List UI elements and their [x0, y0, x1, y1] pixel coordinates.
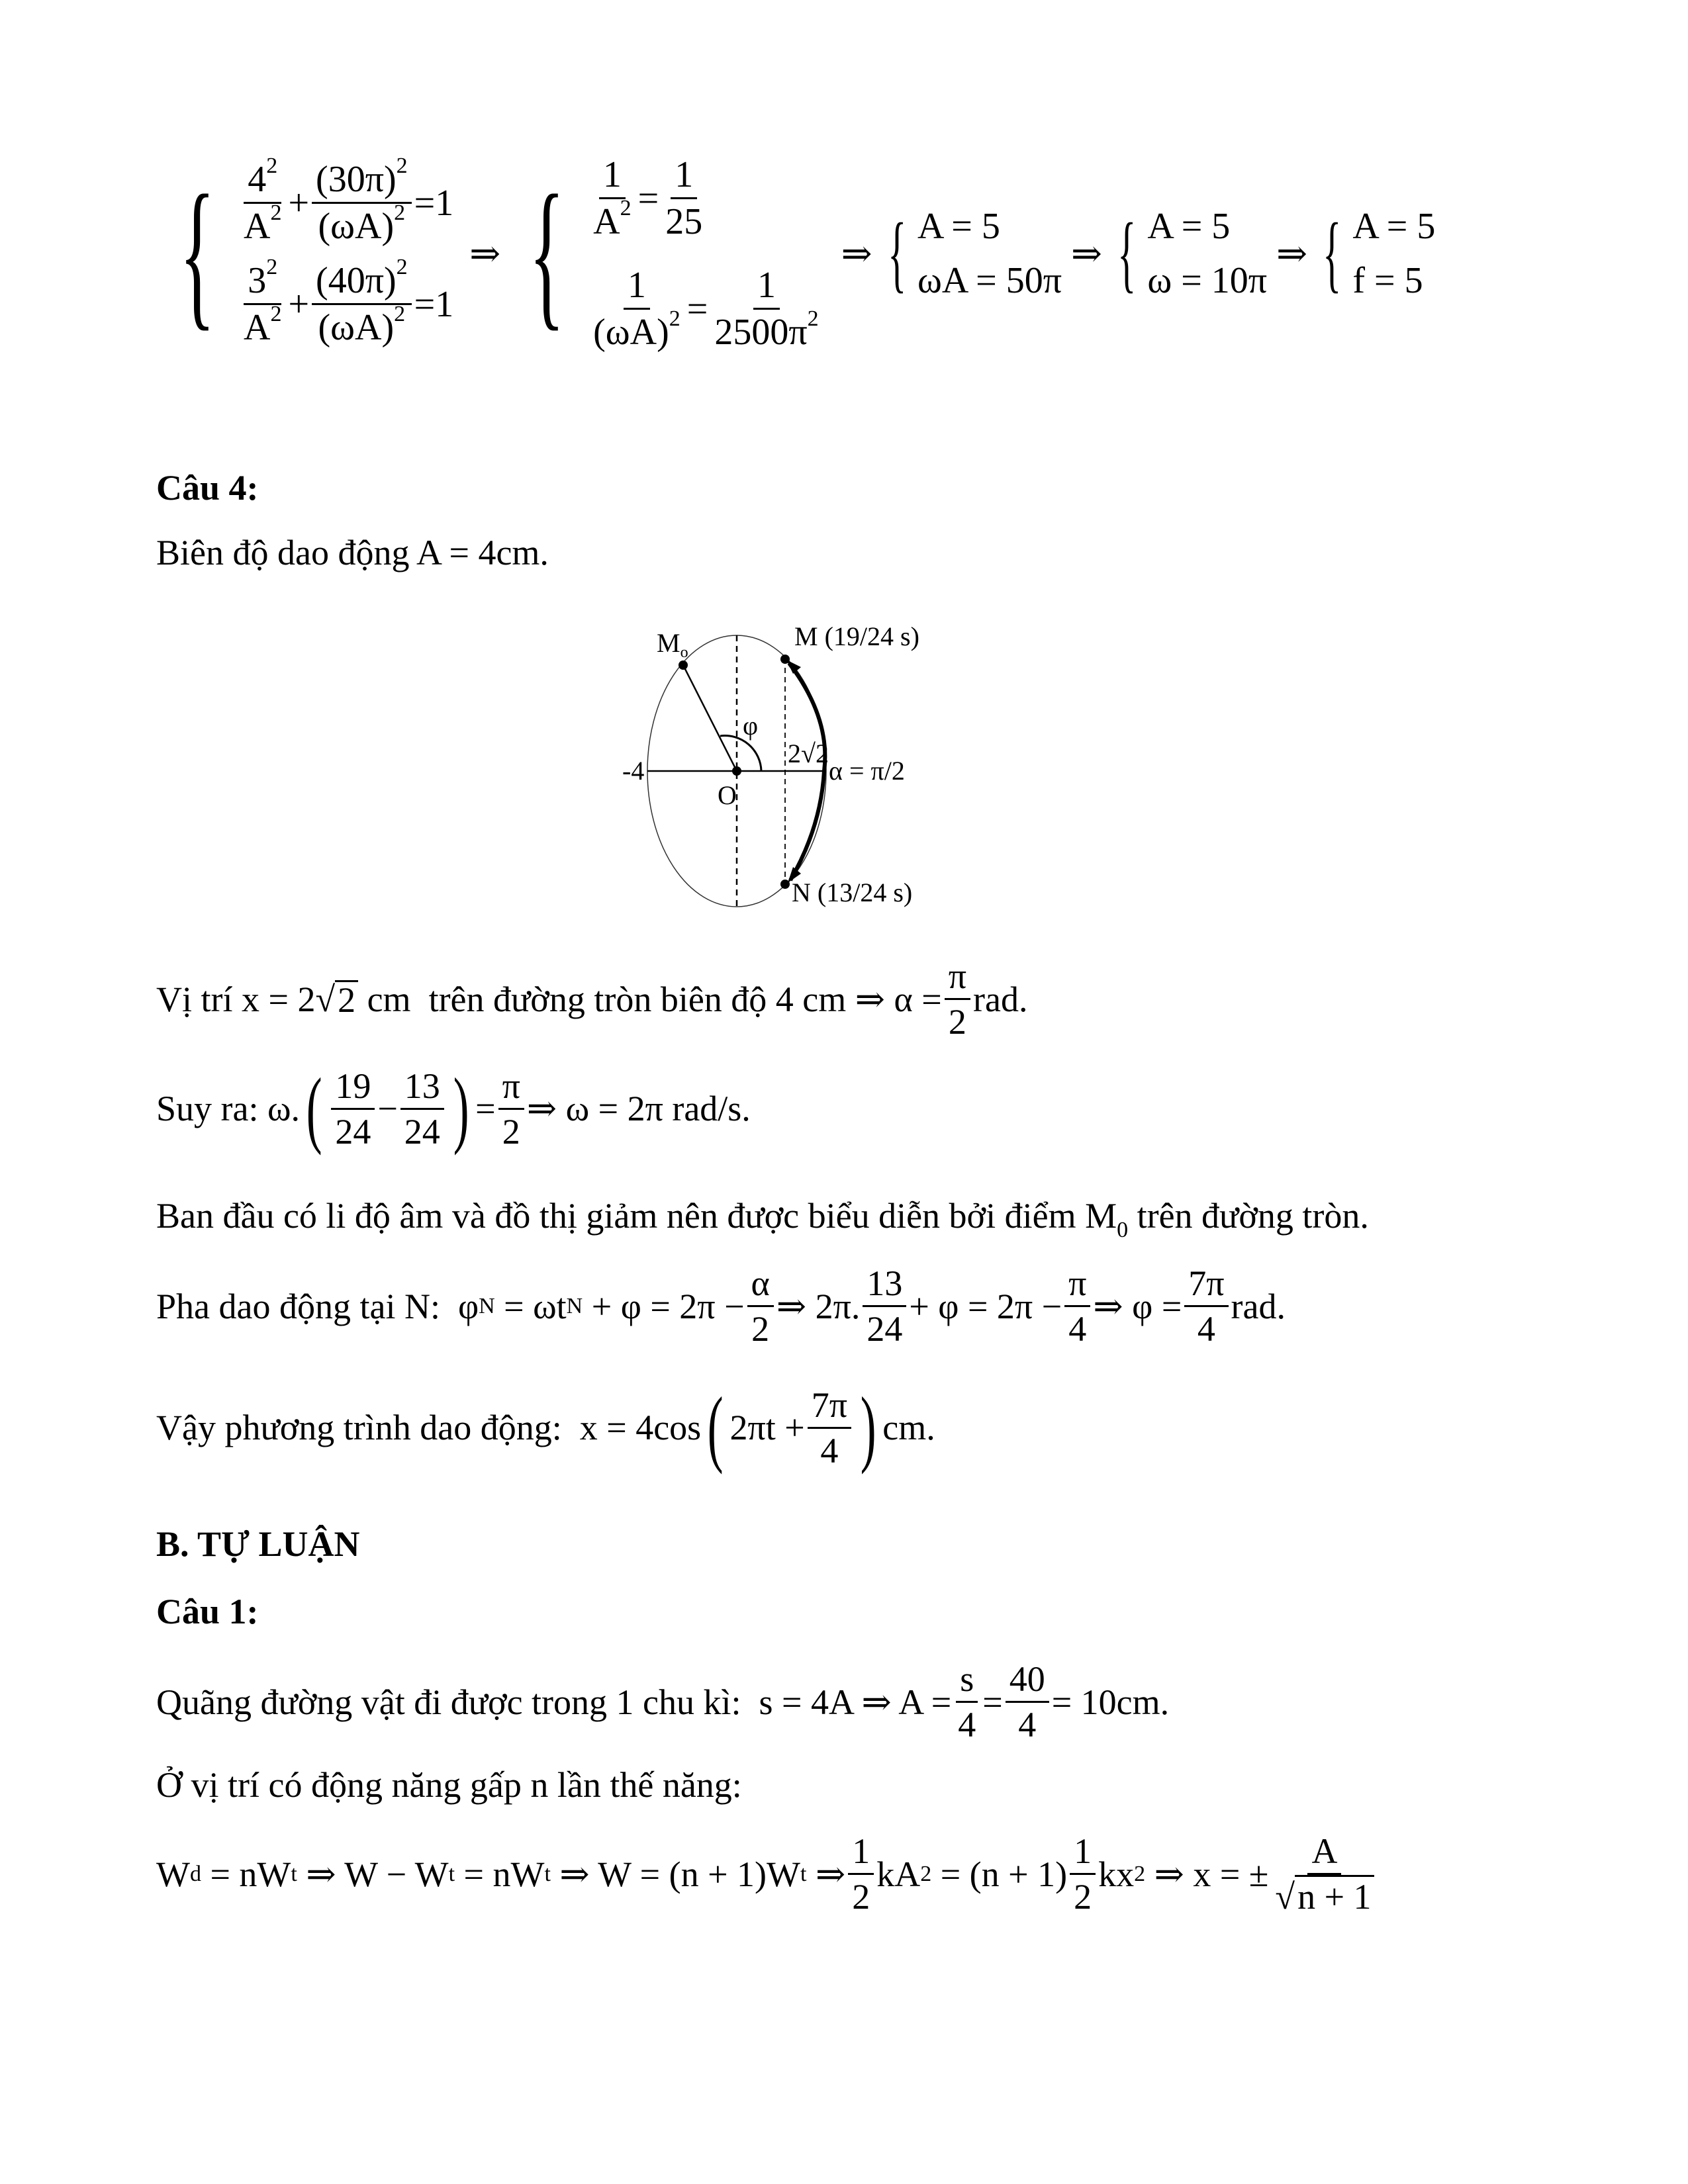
- text: ⇒ W = (n + 1)W: [550, 1854, 800, 1894]
- denominator: 2: [502, 1111, 520, 1152]
- system-step5: [1352, 205, 1435, 302]
- denominator: A: [593, 201, 620, 242]
- text: rad.: [973, 979, 1028, 1019]
- exponent: 2: [270, 201, 282, 225]
- exponent: 2: [266, 154, 278, 178]
- denominator: (ωA): [593, 312, 669, 353]
- label-m: M (19/24 s): [794, 621, 919, 651]
- numerator: 1: [848, 1833, 874, 1875]
- implies-arrow: ⇒: [841, 233, 872, 275]
- numerator: π: [945, 958, 970, 1000]
- step1-row2: [237, 255, 454, 348]
- exponent: 2: [807, 306, 819, 331]
- exponent: 2: [669, 306, 680, 331]
- text: ⇒ φ =: [1093, 1286, 1182, 1326]
- numerator: 3: [248, 260, 267, 301]
- equation-line: A = 5: [1352, 206, 1436, 247]
- text: Vậy phương trình dao động: x = 4cos: [156, 1408, 702, 1447]
- text: ⇒: [806, 1854, 846, 1894]
- numerator: (30π): [316, 159, 397, 200]
- equals-sign: =: [637, 177, 659, 219]
- text: rad.: [1231, 1286, 1286, 1326]
- numerator: 13: [863, 1265, 906, 1307]
- denominator: 25: [665, 201, 703, 242]
- equation-line: f = 5: [1352, 260, 1423, 301]
- numerator: 4: [248, 159, 267, 200]
- numerator: s: [956, 1661, 978, 1703]
- system-step2: [586, 156, 825, 351]
- equals-sign: =: [686, 288, 708, 330]
- point-origin: [732, 766, 741, 776]
- numerator: π: [1064, 1265, 1090, 1307]
- rhs: =1: [414, 182, 454, 224]
- system-step3: [917, 205, 1062, 302]
- energy-condition-text: Ở vị trí có động năng gấp n lần thế năng:: [156, 1765, 742, 1805]
- amplitude-text: Biên độ dao động A = 4cm.: [156, 533, 549, 572]
- equals-sign: =: [982, 1682, 1003, 1722]
- text: ⇒ W − W: [297, 1854, 449, 1894]
- denominator: 24: [335, 1111, 371, 1152]
- denominator: (ωA): [318, 307, 395, 348]
- text: = ωt: [494, 1286, 567, 1326]
- text: Suy ra: ω.: [156, 1089, 301, 1128]
- step2-row1: [586, 156, 825, 240]
- denominator: A: [244, 307, 271, 348]
- text: + φ = 2π −: [583, 1286, 745, 1326]
- label-m0: $M_o$: [657, 628, 688, 661]
- phi-arc: [720, 736, 761, 771]
- system-step4: [1147, 205, 1267, 302]
- system-step1: [237, 154, 454, 348]
- equation-of-motion: Vậy phương trình dao động: x = 4cos ( 2πt + $\frac{7\pi}{4}$ ) cm.: [156, 1380, 935, 1475]
- denominator: 2: [751, 1309, 770, 1349]
- equation-system: [158, 156, 1435, 351]
- text: = 10cm.: [1051, 1682, 1170, 1722]
- exponent: 2: [620, 196, 632, 220]
- text: Ban đầu có li độ âm và đồ thị giảm nên được biểu diễn bởi điểm M: [156, 1196, 1117, 1236]
- plus-sign: +: [288, 182, 310, 224]
- subscript: 0: [1117, 1218, 1129, 1242]
- denominator: 24: [404, 1111, 440, 1152]
- step2-row2: [586, 267, 825, 351]
- omega-line: Suy ra: ω. ( $\frac{19}{24}$ − $\frac{13}{24}$ ) = $\frac{\pi}{2}$ ⇒ ω = 2π rad/s.: [156, 1061, 751, 1156]
- implies-arrow: ⇒: [469, 233, 501, 275]
- numerator: 1: [624, 267, 650, 310]
- label-origin: O: [718, 780, 737, 810]
- point-n: [780, 880, 790, 889]
- numerator: 7π: [1184, 1265, 1228, 1307]
- numerator: 1: [671, 156, 697, 199]
- radius-om0: [683, 665, 737, 771]
- point-m: [780, 655, 790, 664]
- denominator: (ωA): [318, 206, 395, 247]
- sqrt-content: n + 1: [1295, 1875, 1374, 1917]
- text: = (n + 1): [931, 1854, 1068, 1894]
- left-brace: {: [529, 161, 565, 345]
- left-brace: {: [1323, 206, 1342, 301]
- numerator: 1: [1070, 1833, 1096, 1875]
- plus-sign: +: [288, 283, 310, 325]
- denominator: 4: [1068, 1309, 1087, 1349]
- denominator: 2: [852, 1877, 870, 1917]
- label-phi: φ: [743, 711, 759, 741]
- cau1-heading: Câu 1:: [156, 1592, 259, 1631]
- numerator: 13: [400, 1068, 444, 1110]
- text: cm.: [882, 1408, 935, 1447]
- text: = nW: [201, 1854, 291, 1894]
- numerator: 19: [331, 1068, 375, 1110]
- implies-arrow: ⇒: [1071, 233, 1102, 275]
- rhs: =1: [414, 283, 454, 325]
- equation-line: ωA = 50π: [917, 260, 1062, 301]
- position-line: Vị trí x = 2 √ 2 cm trên đường tròn biên độ 4 cm ⇒ α = $\frac{\pi}{2}$ rad.: [156, 956, 1028, 1042]
- denominator: 4: [1197, 1309, 1215, 1349]
- left-brace: {: [179, 161, 215, 345]
- numerator: π: [498, 1068, 524, 1110]
- denominator: 2: [1074, 1877, 1092, 1917]
- text: kx: [1098, 1854, 1135, 1894]
- text: + φ = 2π −: [909, 1286, 1062, 1326]
- denominator: 2: [948, 1002, 966, 1042]
- circle-diagram: [596, 596, 1125, 927]
- phase-line: Pha dao động tại N: φ N = ωt N + φ = 2π − $\frac{\alpha}{2}$ ⇒ 2π. $\frac{13}{24}$ + φ = 2π − $\frac{\pi}{4}$ ⇒ φ = $\frac{7\pi}{4}$ rad.: [156, 1263, 1286, 1349]
- text: Quãng đường vật đi được trong 1 chu kì: s = 4A ⇒ A =: [156, 1682, 952, 1722]
- text: 2πt +: [729, 1408, 805, 1447]
- numerator: α: [747, 1265, 774, 1307]
- label-alpha: α = π/2: [829, 756, 905, 786]
- numerator: (40π): [316, 260, 397, 301]
- label-minus-4: -4: [622, 756, 645, 786]
- exponent: 2: [396, 154, 408, 178]
- denominator: 4: [958, 1705, 976, 1745]
- text: cm trên đường tròn biên độ 4 cm ⇒ α =: [358, 979, 942, 1019]
- cau4-heading: Câu 4:: [156, 468, 259, 508]
- text: Pha dao động tại N: φ: [156, 1286, 479, 1326]
- text: Vị trí x = 2: [156, 979, 316, 1019]
- initial-state-line: [156, 1196, 1369, 1242]
- denominator: A: [244, 206, 271, 247]
- text: ⇒ ω = 2π rad/s.: [526, 1089, 751, 1128]
- denominator: 2500π: [714, 312, 808, 353]
- numerator: 1: [599, 156, 626, 199]
- exponent: 2: [394, 302, 406, 326]
- text: W: [156, 1854, 190, 1894]
- equation-line: A = 5: [1147, 206, 1231, 247]
- text: trên đường tròn.: [1128, 1196, 1369, 1236]
- exponent: 2: [396, 255, 408, 279]
- text: ⇒ x = ±: [1145, 1854, 1269, 1894]
- minus-sign: −: [377, 1089, 398, 1128]
- text: = nW: [455, 1854, 545, 1894]
- section-b-heading: B. TỰ LUẬN: [156, 1524, 360, 1564]
- distance-line: [156, 1661, 1169, 1743]
- point-m0: [679, 660, 688, 670]
- label-2sqrt2: 2√2: [788, 739, 829, 768]
- numerator: 1: [753, 267, 780, 310]
- exponent: 2: [270, 302, 282, 326]
- text: ⇒ 2π.: [776, 1286, 861, 1326]
- exponent: 2: [266, 255, 278, 279]
- equation-line: ω = 10π: [1147, 260, 1268, 301]
- energy-equation: W d = nW t ⇒ W − W t = nW t ⇒ W = (n + 1)W t ⇒ $\frac{1}{2}$ kA 2 = (n + 1) $\frac{1}{2}$ kx 2 ⇒ x = ± $\frac{A}{√n + 1}$: [156, 1833, 1381, 1915]
- numerator: 40: [1006, 1661, 1049, 1703]
- left-brace: {: [1117, 206, 1137, 301]
- sqrt-content: 2: [335, 980, 358, 1018]
- numerator: 7π: [808, 1387, 851, 1429]
- step1-row1: [237, 154, 454, 247]
- denominator: 4: [1018, 1705, 1037, 1745]
- numerator: A: [1307, 1833, 1341, 1875]
- exponent: 2: [394, 201, 406, 225]
- equation-line: A = 5: [917, 206, 1000, 247]
- denominator: 4: [820, 1430, 839, 1471]
- left-brace: {: [887, 206, 906, 301]
- label-n: N (13/24 s): [792, 878, 913, 907]
- implies-arrow: ⇒: [1276, 233, 1307, 275]
- denominator: 24: [867, 1309, 903, 1349]
- equals-sign: =: [475, 1089, 496, 1128]
- text: kA: [876, 1854, 921, 1894]
